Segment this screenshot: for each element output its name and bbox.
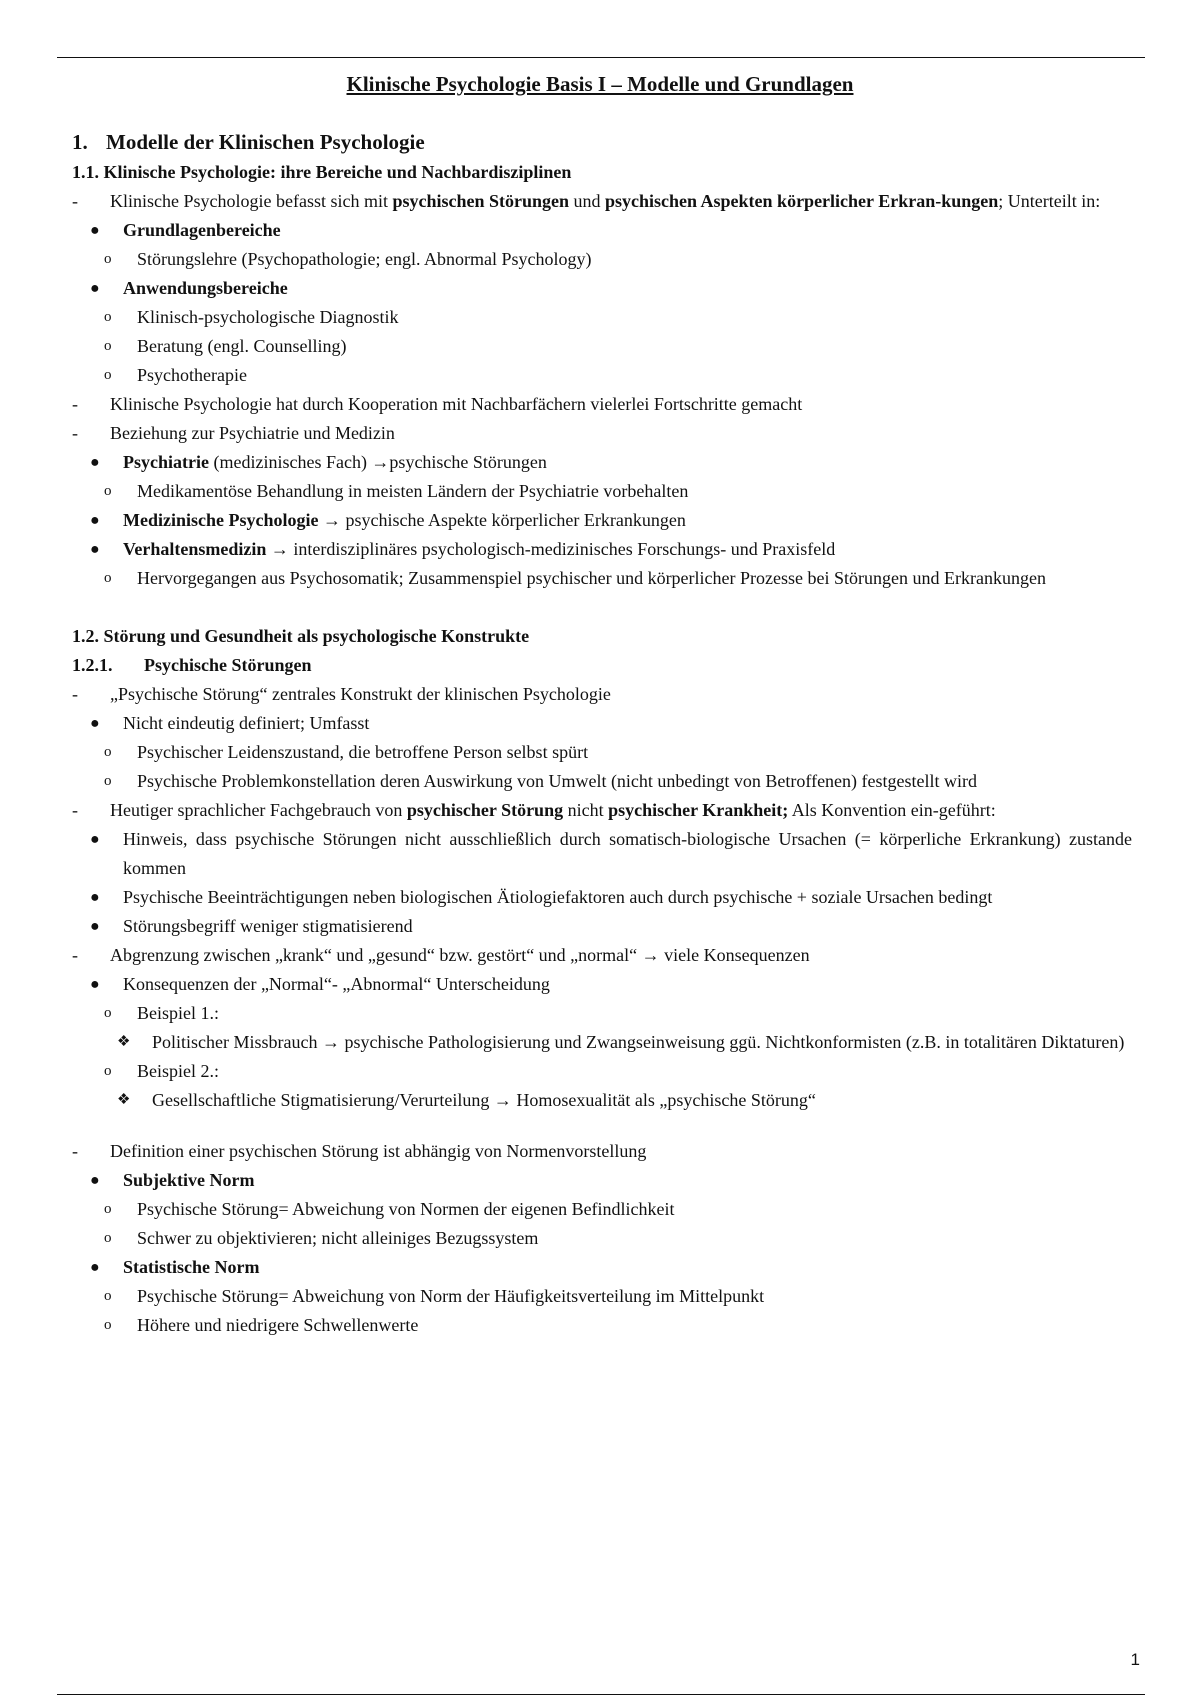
bullet-marker: ● <box>90 541 100 558</box>
bullet-marker: ● <box>90 831 100 848</box>
circle-marker: o <box>104 338 112 354</box>
circle-marker: o <box>104 744 112 760</box>
list-item: o Schwer zu objektivieren; nicht alleiniges Bezugssystem <box>72 1224 1132 1253</box>
dash-marker: - <box>72 800 78 820</box>
list-item: - Heutiger sprachlicher Fachgebrauch von psychischer Störung nicht psychischer Krankheit; Als Konvention ein-geführt: <box>72 796 1132 825</box>
circle-marker: o <box>104 251 112 267</box>
list-item: ● Verhaltensmedizin → interdisziplinäres psychologisch-medizinisches Forschungs- und Praxisfeld <box>72 535 1132 564</box>
list-item: o Hervorgegangen aus Psychosomatik; Zusammenspiel psychischer und körperlicher Prozesse bei Störungen und Erkrankungen <box>72 564 1132 593</box>
list-item: ● Psychische Beeinträchtigungen neben biologischen Ätiologiefaktoren auch durch psychische + soziale Ursachen bedingt <box>72 883 1132 912</box>
list-item: ● Psychiatrie (medizinisches Fach) →psychische Störungen <box>72 448 1132 477</box>
dash-marker: - <box>72 684 78 704</box>
list-item: o Höhere und niedrigere Schwellenwerte <box>72 1311 1132 1340</box>
bullet-marker: ● <box>90 918 100 935</box>
list-item: o Klinisch-psychologische Diagnostik <box>72 303 1132 332</box>
bullet-marker: ● <box>90 222 100 239</box>
list-item: o Psychischer Leidenszustand, die betroffene Person selbst spürt <box>72 738 1132 767</box>
dash-marker: - <box>72 191 78 211</box>
bullet-marker: ● <box>90 976 100 993</box>
list-item: o Störungslehre (Psychopathologie; engl. Abnormal Psychology) <box>72 245 1132 274</box>
subsubsection-heading: 1.2.1. Psychische Störungen <box>72 655 312 675</box>
circle-marker: o <box>104 483 112 499</box>
bullet-marker: ● <box>90 715 100 732</box>
dash-marker: - <box>72 945 78 965</box>
diamond-marker: ❖ <box>117 1034 131 1050</box>
document-body <box>72 126 1132 1340</box>
top-rule <box>57 57 1145 58</box>
circle-marker: o <box>104 1230 112 1246</box>
list-item: ● Medizinische Psychologie → psychische Aspekte körperlicher Erkrankungen <box>72 506 1132 535</box>
subsection-heading: 1.1. Klinische Psychologie: ihre Bereiche und Nachbardisziplinen <box>72 162 572 182</box>
list-item: - Klinische Psychologie hat durch Kooperation mit Nachbarfächern vielerlei Fortschritte gemacht <box>72 390 1132 419</box>
circle-marker: o <box>104 309 112 325</box>
list-item: ● Nicht eindeutig definiert; Umfasst <box>72 709 1132 738</box>
dash-marker: - <box>72 394 78 414</box>
diamond-marker: ❖ <box>117 1092 131 1108</box>
bullet-marker: ● <box>90 512 100 529</box>
bullet-marker: ● <box>90 1259 100 1276</box>
list-item: o Beratung (engl. Counselling) <box>72 332 1132 361</box>
list-item: ● Subjektive Norm <box>72 1166 1132 1195</box>
list-item: ● Grundlagenbereiche <box>72 216 1132 245</box>
circle-marker: o <box>104 570 112 586</box>
bullet-marker: ● <box>90 889 100 906</box>
list-item: - Abgrenzung zwischen „krank“ und „gesund“ bzw. gestört“ und „normal“ → viele Konsequenzen <box>72 941 1132 970</box>
circle-marker: o <box>104 1201 112 1217</box>
section-heading: 1. Modelle der Klinischen Psychologie <box>72 130 425 154</box>
list-item: ● Statistische Norm <box>72 1253 1132 1282</box>
list-item: ❖ Gesellschaftliche Stigmatisierung/Verurteilung → Homosexualität als „psychische Störung“ <box>72 1086 1132 1115</box>
list-item: ● Anwendungsbereiche <box>72 274 1132 303</box>
list-item: o Medikamentöse Behandlung in meisten Ländern der Psychiatrie vorbehalten <box>72 477 1132 506</box>
bullet-marker: ● <box>90 280 100 297</box>
list-item: ● Störungsbegriff weniger stigmatisierend <box>72 912 1132 941</box>
document-title: Klinische Psychologie Basis I – Modelle und Grundlagen <box>346 72 854 96</box>
subsection-heading: 1.2. Störung und Gesundheit als psychologische Konstrukte <box>72 626 530 646</box>
dash-marker: - <box>72 1141 78 1161</box>
circle-marker: o <box>104 1317 112 1333</box>
list-item: o Psychische Problemkonstellation deren Auswirkung von Umwelt (nicht unbedingt von Betroffenen) festgestellt wird <box>72 767 1132 796</box>
list-item: ● Konsequenzen der „Normal“- „Abnormal“ Unterscheidung <box>72 970 1132 999</box>
page-number: 1 <box>1130 1650 1140 1669</box>
list-item: - Definition einer psychischen Störung ist abhängig von Normenvorstellung <box>72 1137 1132 1166</box>
bottom-rule <box>57 1694 1145 1695</box>
list-item: o Beispiel 1.: <box>72 999 1132 1028</box>
list-item: o Psychische Störung= Abweichung von Normen der eigenen Befindlichkeit <box>72 1195 1132 1224</box>
bullet-marker: ● <box>90 1172 100 1189</box>
circle-marker: o <box>104 1005 112 1021</box>
list-item: ● Hinweis, dass psychische Störungen nicht ausschließlich durch somatisch-biologische Ursachen (= körperliche Erkrankung) zustande kommen <box>72 825 1132 883</box>
list-item: - Klinische Psychologie befasst sich mit psychischen Störungen und psychischen Aspekten körperlicher Erkran-kungen; Unterteilt in: <box>72 187 1132 216</box>
bullet-marker: ● <box>90 454 100 471</box>
list-item: - „Psychische Störung“ zentrales Konstrukt der klinischen Psychologie <box>72 680 1132 709</box>
circle-marker: o <box>104 367 112 383</box>
list-item: - Beziehung zur Psychiatrie und Medizin <box>72 419 1132 448</box>
circle-marker: o <box>104 1288 112 1304</box>
list-item: ❖ Politischer Missbrauch → psychische Pathologisierung und Zwangseinweisung ggü. Nichtkonformisten (z.B. in totalitären Diktaturen) <box>72 1028 1132 1057</box>
list-item: o Beispiel 2.: <box>72 1057 1132 1086</box>
circle-marker: o <box>104 1063 112 1079</box>
dash-marker: - <box>72 423 78 443</box>
circle-marker: o <box>104 773 112 789</box>
list-item: o Psychische Störung= Abweichung von Norm der Häufigkeitsverteilung im Mittelpunkt <box>72 1282 1132 1311</box>
list-item: o Psychotherapie <box>72 361 1132 390</box>
